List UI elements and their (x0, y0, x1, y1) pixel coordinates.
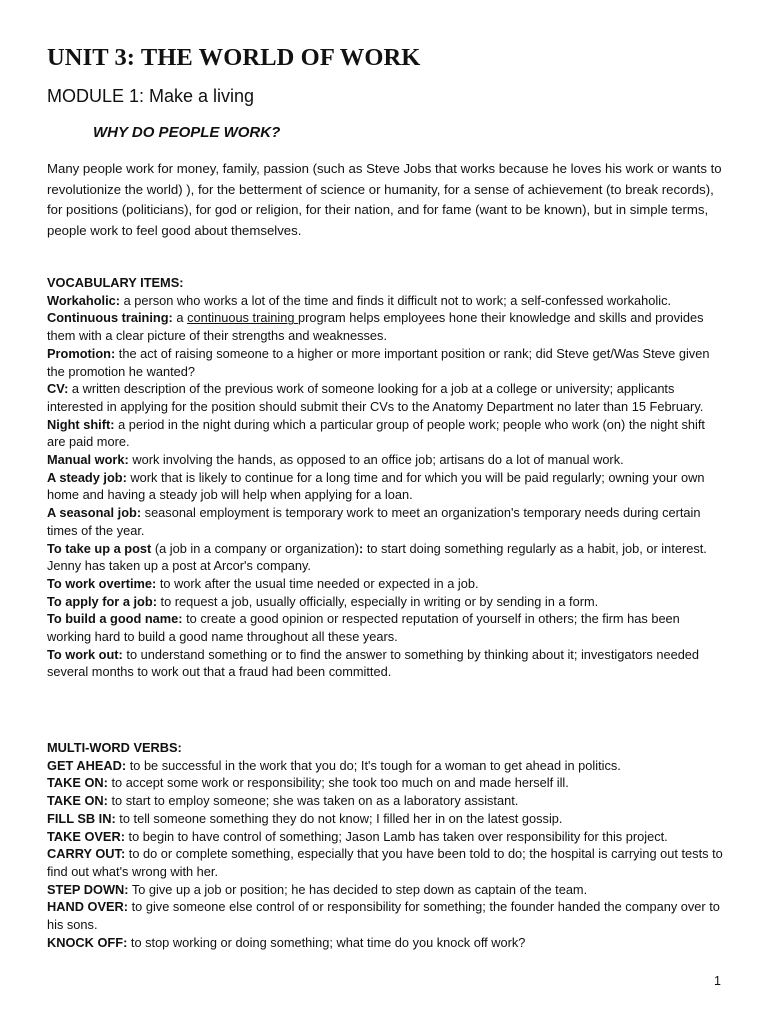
verb-term: CARRY OUT: (47, 846, 126, 862)
verb-definition: to tell someone something they do not know; I filled her in on the latest gossip. (115, 810, 563, 826)
vocab-term-note: (a job in a company or organization) (151, 540, 359, 556)
vocab-definition: to start doing something regularly as a habit, job, or interest. Jenny has taken up a post at Arcor's company. (47, 540, 707, 574)
verb-term: STEP DOWN: (47, 881, 129, 897)
vocab-definition: a period in the night during which a particular group of people work; people who work (on) the night shift are paid more. (47, 416, 705, 450)
intro-paragraph: Many people work for money, family, passion (such as Steve Jobs that works because he loves his work or wants to revolutionize the world) ), for the betterment of science or humanity, for a sense of achievement (to break records), for positions (politicians), for god or religion, for their nation, and for fame (want to be known), but in simple terms, people work to feel good about themselves. (47, 161, 722, 238)
vocab-definition-prefix: a (172, 310, 188, 326)
vocab-term: A seasonal job: (47, 505, 142, 521)
verb-entry-knock-off (47, 934, 725, 952)
verb-entry-take-on-accept (47, 774, 725, 792)
vocab-definition: program helps employees hone their knowledge and skills and provides them with a clear picture of their strengths and weaknesses. (47, 310, 704, 344)
verb-entry-take-on-employ (47, 792, 725, 810)
vocab-term: CV: (47, 381, 69, 397)
vocab-definition: the act of raising someone to a higher or more important position or rank; did Steve get/Was Steve given the promotion he wanted? (47, 345, 710, 379)
vocab-entry-work-overtime (47, 575, 725, 593)
verb-term: KNOCK OFF: (47, 934, 128, 950)
verb-entry-hand-over (47, 898, 725, 933)
section-question: WHY DO PEOPLE WORK? (93, 124, 281, 141)
vocab-term: Night shift: (47, 416, 115, 432)
vocab-definition: seasonal employment is temporary work to meet an organization's temporary needs during certain times of the year. (47, 505, 701, 538)
vocab-term: Manual work: (47, 452, 129, 468)
vocab-term: To work overtime: (47, 575, 157, 591)
vocab-definition: to understand something or to find the answer to something by thinking about it; investigators needed several months to work out that a fraud had been committed. (47, 646, 700, 680)
verb-term: TAKE ON: (47, 793, 108, 809)
vocab-definition: to create a good opinion or respected reputation of yourself in others; the firm has been working hard to build a good name throughout all these years. (47, 611, 680, 645)
vocab-entry-seasonal-job (47, 504, 725, 539)
verb-entry-step-down (47, 881, 725, 899)
verb-definition: to begin to have control of something; Jason Lamb has taken over responsibility for this project. (124, 828, 668, 844)
verb-definition: to stop working or doing something; what time do you knock off work? (127, 934, 526, 950)
vocab-term-colon: : (359, 540, 364, 556)
verb-term: TAKE ON: (47, 775, 108, 791)
vocab-term: To work out: (47, 646, 123, 662)
vocab-entry-continuous-training (47, 309, 725, 344)
verb-term: GET AHEAD: (47, 757, 127, 773)
vocab-entry-manual-work (47, 451, 725, 469)
vocab-entry-work-out (47, 646, 725, 681)
vocab-term: Workaholic: (47, 292, 121, 308)
verb-term: TAKE OVER: (47, 828, 125, 844)
verb-term: FILL SB IN: (47, 810, 116, 826)
verb-entry-fill-sb-in (47, 810, 725, 828)
vocab-entry-workaholic (47, 292, 725, 310)
vocab-definition: a person who works a lot of the time and finds it difficult not to work; a self-confessed workaholic. (120, 292, 672, 308)
vocab-definition: to request a job, usually officially, especially in writing or by sending in a form. (156, 593, 599, 609)
vocab-entry-cv (47, 380, 725, 415)
vocab-term: A steady job: (47, 469, 127, 485)
vocab-term: To apply for a job: (47, 593, 157, 609)
verb-entry-get-ahead (47, 757, 725, 775)
verb-term: HAND OVER: (47, 899, 129, 915)
vocab-entry-night-shift (47, 416, 725, 451)
verb-definition: To give up a job or position; he has decided to step down as captain of the team. (128, 881, 588, 897)
vocabulary-section (47, 274, 725, 681)
vocab-term: To build a good name: (47, 611, 183, 627)
verb-definition: to give someone else control of or responsibility for something; the founder handed the company over to his sons. (47, 899, 720, 933)
verb-definition: to do or complete something, especially that you have been told to do; the hospital is carrying out tests to find out what's wrong with her. (47, 846, 723, 879)
module-title: MODULE 1: Make a living (47, 86, 255, 106)
vocab-definition: work involving the hands, as opposed to an office job; artisans do a lot of manual work. (128, 452, 624, 468)
vocab-definition: a written description of the previous work of someone looking for a job at a college or university; applicants interested in applying for the position should submit their CVs to the Anatomy Department no later than 15 February. (47, 381, 704, 414)
vocab-entry-build-a-good-name (47, 610, 725, 645)
vocab-definition: to work after the usual time needed or expected in a job. (156, 575, 479, 591)
vocab-term: Promotion: (47, 345, 116, 361)
verb-entry-carry-out (47, 845, 725, 880)
multi-word-verbs-section (47, 739, 725, 951)
page-number: 1 (714, 974, 721, 988)
verb-definition: to be successful in the work that you do; It's tough for a woman to get ahead in politics. (126, 757, 621, 773)
vocab-entry-promotion (47, 345, 725, 380)
verb-entry-take-over (47, 828, 725, 846)
verb-definition: to start to employ someone; she was taken on as a laboratory assistant. (107, 793, 519, 809)
vocab-definition: work that is likely to continue for a long time and for which you will be paid regularly; owning your own home and having a steady job will help when applying for a loan. (47, 469, 705, 503)
vocabulary-heading: VOCABULARY ITEMS: (47, 275, 184, 290)
vocab-term: To take up a post (47, 540, 152, 556)
unit-title: UNIT 3: THE WORLD OF WORK (47, 44, 421, 71)
vocab-entry-take-up-a-post (47, 540, 725, 575)
vocab-entry-apply-for-a-job (47, 593, 725, 611)
multi-word-verbs-heading: MULTI-WORD VERBS: (47, 740, 182, 755)
underlined-phrase: continuous training (187, 310, 299, 326)
vocab-entry-steady-job (47, 469, 725, 504)
verb-definition: to accept some work or responsibility; she took too much on and made herself ill. (107, 775, 569, 791)
vocab-term: Continuous training: (47, 310, 173, 326)
